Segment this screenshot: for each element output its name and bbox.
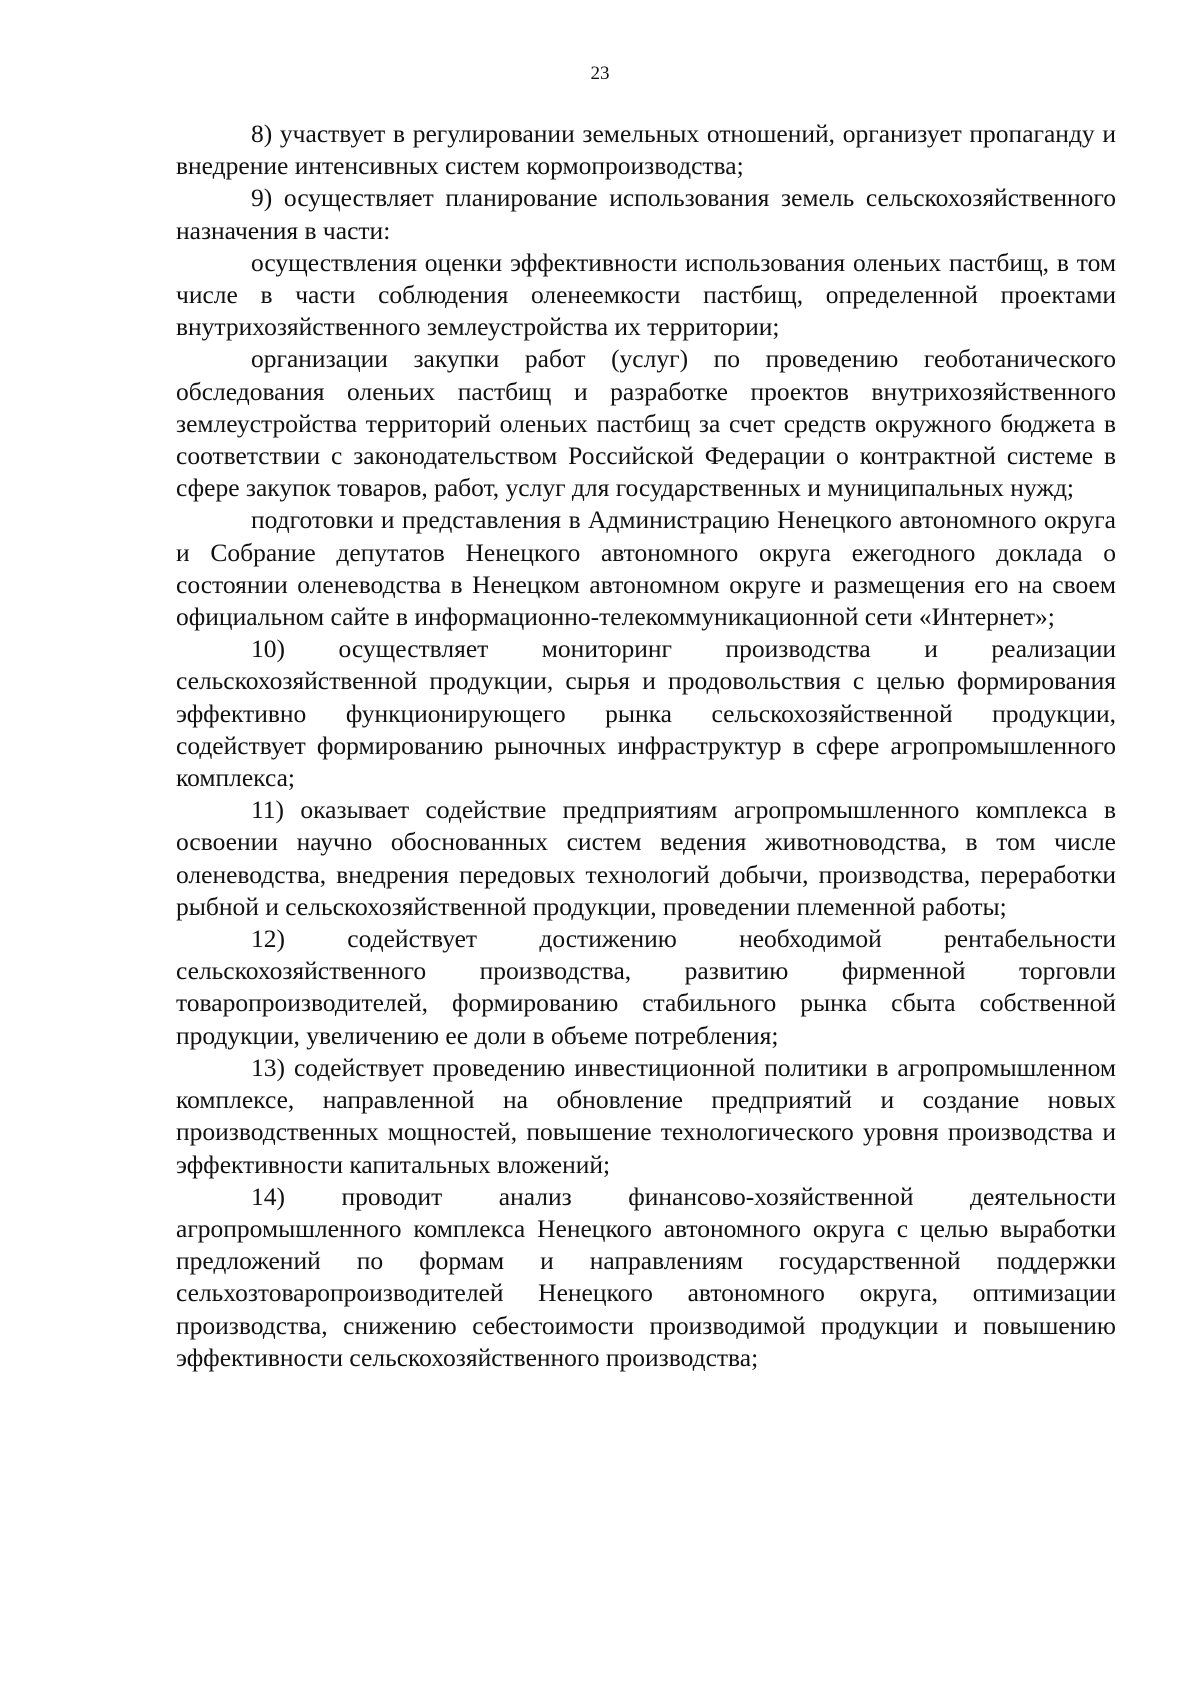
paragraph-procurement-organization: организации закупки работ (услуг) по проведению геоботанического обследования оленьих пастбищ и разработке проектов внутрихозяйственного землеустройства территорий оленьих пастбищ за счет средств окружного бюджета в соответствии с законодательством Российской Федерации о контрактной системе в сфере закупок товаров, работ, услуг для государственных и муниципальных нужд;	[176, 344, 1116, 503]
paragraph-item-8: 8) участвует в регулировании земельных отношений, организует пропаганду и внедрение интенсивных систем кормопроизводства;	[176, 119, 1116, 181]
paragraph-item-13: 13) содействует проведению инвестиционной политики в агропромышленном комплексе, направленной на обновление предприятий и создание новых производственных мощностей, повышение технологического уровня производства и эффективности капитальных вложений;	[176, 1052, 1116, 1179]
paragraph-item-14: 14) проводит анализ финансово-хозяйственной деятельности агропромышленного комплекса Ненецкого автономного округа с целью выработки предложений по формам и направлениям государственной поддержки сельхозтоваропроизводителей Ненецкого автономного округа, оптимизации производства, снижению себестоимости производимой продукции и повышению эффективности сельскохозяйственного производства;	[176, 1181, 1116, 1372]
paragraph-item-9: 9) осуществляет планирование использования земель сельскохозяйственного назначения в части:	[176, 183, 1116, 245]
paragraph-item-11: 11) оказывает содействие предприятиям агропромышленного комплекса в освоении научно обоснованных систем ведения животноводства, в том числе оленеводства, внедрения передовых технологий добычи, производства, переработки рыбной и сельскохозяйственной продукции, проведении племенной работы;	[176, 795, 1116, 921]
paragraph-annual-report: подготовки и представления в Администрацию Ненецкого автономного округа и Собрание депутатов Ненецкого автономного округа ежегодного доклада о состоянии оленеводства в Ненецком автономном округе и размещения его на своем официальном сайте в информационно-телекоммуникационной сети «Интернет»;	[176, 505, 1116, 632]
paragraph-reindeer-pasture-assessment: осуществления оценки эффективности использования оленьих пастбищ, в том числе в части соблюдения оленеемкости пастбищ, определенной проектами внутрихозяйственного землеустройства их территории;	[176, 247, 1116, 342]
paragraph-item-10: 10) осуществляет мониторинг производства и реализации сельскохозяйственной продукции, сырья и продовольствия с целью формирования эффективно функционирующего рынка сельскохозяйственной продукции, содействует формированию рыночных инфраструктур в сфере агропромышленного комплекса;	[176, 634, 1116, 793]
paragraph-item-12: 12) содействует достижению необходимой рентабельности сельскохозяйственного производства, развитию фирменной торговли товаропроизводителей, формированию стабильного рынка сбыта собственной продукции, увеличению ее доли в объеме потребления;	[176, 924, 1116, 1050]
page-number: 23	[590, 63, 610, 84]
document-body	[176, 118, 1116, 1374]
